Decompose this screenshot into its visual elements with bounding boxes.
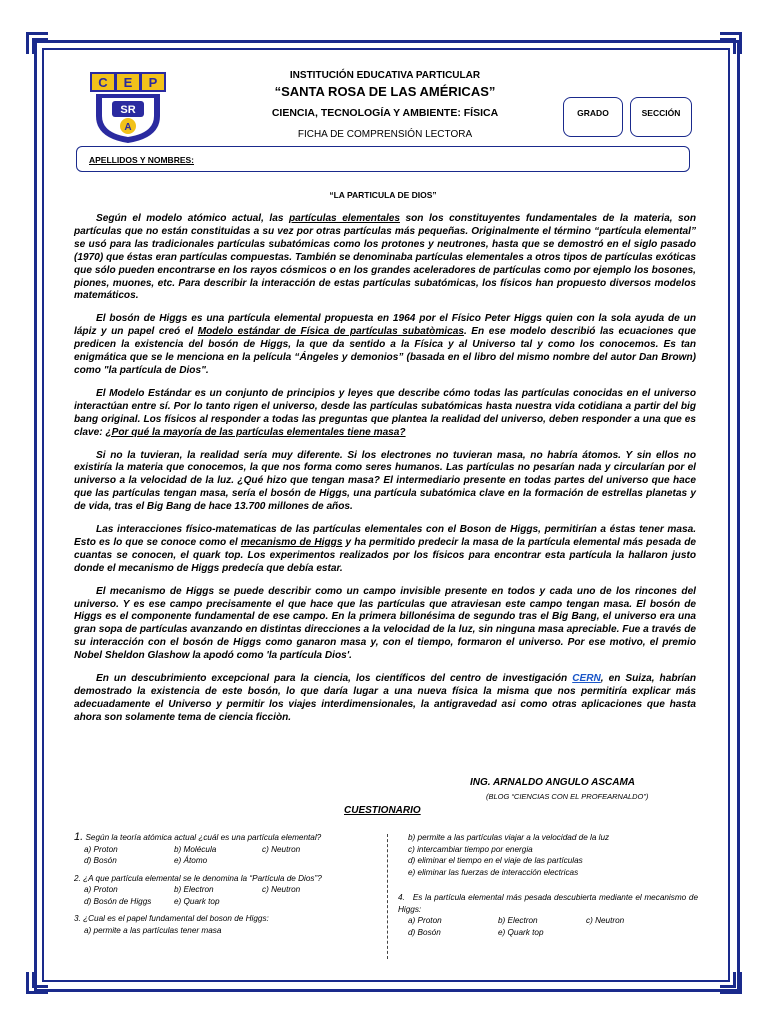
answer-option[interactable]: d) Bosón	[408, 927, 441, 937]
answer-option[interactable]: b) permite a las partículas viajar a la velocidad de la luz	[408, 833, 610, 842]
institution-type: INSTITUCIÓN EDUCATIVA PARTICULAR	[289, 70, 481, 81]
names-field[interactable]	[76, 146, 690, 172]
paragraph-text: y ha permitido predecir la masa de la partícula elemental más pesada de cuantas se conocen, el quark top. Los experimentos realizados por los físicos para encontrar esta partícula la hallaron justo donde el mecanismo de Higgs predecía que debía estar.	[74, 536, 696, 574]
school-logo-icon	[88, 68, 168, 144]
paragraph	[74, 213, 696, 303]
logo-letter: E	[123, 75, 133, 90]
question	[398, 892, 698, 915]
answer-option[interactable]: e) eliminar las fuerzas de interacción electricas	[408, 867, 579, 877]
paragraph-text: El mecanismo de Higgs se puede describir como un campo invisible presente en todos y cada uno de los rincones del universo. Y es ese campo precisamente el que hace que las partículas que atraviesan este campo tengan masa. El bosón de Higgs es el componente fundamental de ese campo. En la primera billonésima de segundo tras el Big Bang, el universo era una gran sopa de partículas avanzando en distintas direcciones a la velocidad de la luz, sin ninguna masa apreciable. Fue a través de su interacción con el bosón de Higgs como ganaron masa y, con el tiempo, formaron el universo. Por ese motivo, el premio Nobel Sheldon Glashow la apodó como 'la partícula Dios'.	[74, 585, 696, 662]
question	[74, 913, 379, 925]
answer-option[interactable]: c) Neutron	[586, 916, 625, 925]
answer-option[interactable]: b) Molécula	[174, 844, 217, 854]
answer-option[interactable]: c) Neutron	[262, 885, 301, 894]
underlined-term: ¿Por qué la mayoría de las partículas elementales tiene masa?	[105, 426, 406, 438]
answer-option[interactable]: e) Átomo	[174, 856, 208, 865]
answer-option[interactable]: c) intercambiar tiempo por energia	[408, 844, 533, 854]
answer-option[interactable]: a) Proton	[84, 885, 118, 894]
answer-row	[408, 927, 698, 939]
underlined-term: mecanismo de Higgs	[240, 536, 343, 548]
question-number: 4.	[398, 893, 413, 902]
author-blog: (BLOG “CIENCIAS CON EL PROFEARNALDO”)	[486, 792, 649, 801]
answer-option[interactable]: a) Proton	[84, 844, 118, 854]
answer-option[interactable]: e) Quark top	[174, 896, 220, 906]
corner-ornament	[26, 32, 48, 54]
logo-letter: C	[98, 75, 108, 90]
author-name: ING. ARNALDO ANGULO ASCAMA	[470, 777, 635, 788]
grade-label: GRADO	[577, 108, 609, 118]
paragraph-text: El bosón de Higgs es una partícula elemental propuesta en 1964 por el Físico Peter Higgs quien con la sola ayuda de un lápiz y un papel creó el	[74, 313, 696, 338]
answer-option[interactable]: b) Electron	[498, 916, 538, 925]
corner-ornament	[720, 32, 742, 54]
sheet-title: FICHA DE COMPRENSIÓN LECTORA	[297, 129, 473, 140]
question-number: 3.	[74, 914, 81, 923]
answer-option[interactable]: a) Proton	[408, 916, 442, 925]
course-name: CIENCIA, TECNOLOGÍA Y AMBIENTE: FÍSICA	[271, 107, 499, 119]
underlined-term: Modelo estándar de Física de partículas subatòmicas	[197, 326, 464, 338]
corner-ornament	[26, 972, 48, 994]
cern-link[interactable]: CERN	[572, 673, 601, 685]
paragraph-text: Si no la tuvieran, la realidad sería muy diferente. Si los electrones no tuvieran masa, no habría átomos. Y sin ellos no existiría la materia que conocemos, la que nos forma como seres humanos. Las partículas no pesarían nada y circularían por el universo a la velocidad de la luz. ¿Qué hizo que tengan masa? El intermediario presente en todas partes del universo que hace que las partículas tengan masa, sería el bosón de Higgs, una partícula subatómica clave en la formación de estrellas planetas y de vida, tras el Big Bang de hace 13.700 millones de años.	[74, 449, 696, 513]
question-text: ¿A que partícula elemental se le denomina la “Partícula de Dios”?	[80, 873, 322, 883]
answer-row	[84, 884, 379, 896]
column-divider	[387, 834, 388, 959]
svg-text:SR: SR	[120, 104, 136, 116]
reading-text	[74, 213, 696, 735]
answer-option[interactable]: d) Bosón de Higgs	[84, 896, 152, 906]
paragraph-text: Según el modelo atómico actual, las	[96, 213, 289, 224]
paragraph	[74, 524, 696, 576]
reading-title: “LA PARTICULA DE DIOS”	[329, 190, 437, 200]
paragraph	[74, 673, 696, 725]
paragraph	[74, 388, 696, 440]
paragraph-text: En un descubrimiento excepcional para la ciencia, los científicos del centro de investigación	[96, 673, 573, 685]
answer-option[interactable]: c) Neutron	[262, 844, 301, 854]
questions-left	[74, 832, 379, 942]
answer-row	[84, 925, 379, 937]
paragraph	[74, 450, 696, 515]
question-text: ¿Cual es el papel fundamental del boson de Higgs:	[80, 914, 269, 923]
paragraph-text: El Modelo Estándar es un conjunto de principios y leyes que describe cómo todas las partículas conocidas en el universo interactúan entre sí. Por lo tanto rigen el universo, desde las partículas subatómicas hasta nuestra vida cotidiana a partir del big bang original. Los físicos al responder a todas las preguntas que plantea la realidad del universo, deben responder a una que es clave:	[74, 387, 696, 438]
question-text: Según la teoría atómica actual ¿cuál es una partícula elemental?	[83, 833, 322, 842]
answer-option[interactable]: d) eliminar el tiempo en el viaje de las partículas	[408, 856, 583, 865]
question-number: 2.	[74, 873, 81, 883]
paragraph	[74, 586, 696, 663]
grade-field[interactable]	[563, 97, 623, 137]
question-text: Es la partícula elemental más pesada descubierta mediante el mecanismo de Higgs:	[398, 893, 698, 914]
paragraph-text: , en Suiza, habrían demostrado la existencia de este bosón, lo que daría lugar a una nueva física la misma que nos permitiría explicar más adecuadamente el Universo y permitir los viajes interdimensionales, la antigravedad asi como otras aplicaciones que hasta ahora son solamente tema de ciencia ficciòn.	[74, 673, 697, 723]
questionnaire-title: CUESTIONARIO	[344, 805, 421, 816]
answer-option[interactable]: e) Quark top	[498, 927, 544, 937]
answer-row	[84, 844, 379, 856]
answer-row	[84, 855, 379, 867]
underlined-term: partículas elementales	[288, 213, 400, 224]
paragraph	[74, 313, 696, 378]
answer-option[interactable]: d) Bosón	[84, 856, 117, 865]
questions-right	[398, 832, 698, 938]
institution-name: “SANTA ROSA DE LAS AMÉRICAS”	[274, 84, 496, 99]
question-number: 1.	[74, 831, 84, 843]
paragraph-text: Las interacciones físico-matematicas de las partículas elementales con el Boson de Higgs, permitirían a éstas tener masa. Esto es lo que se conoce como el	[74, 524, 696, 548]
answer-option[interactable]: b) Electron	[174, 885, 214, 894]
answer-row	[84, 896, 379, 908]
logo-letter: P	[148, 75, 158, 90]
question-4	[398, 892, 698, 938]
paragraph-text: son los constituyentes fundamentales de la materia, son partículas que no están constituidas a su vez por otras partículas más pequeñas. Originalmente el término “partícula elemental” se usó para las tradicionales partículas subatómicas como los protones y neutrones, hasta que se demostró en el siglo pasado (1970) que éstas eran partículas compuestas. También se denominaba partículas elementales a otros tipos de partículas exóticas que sólo pueden encontrarse en los rayos cósmicos o en los grandes aceleradores de partículas como por ejemplo los bosones, piones, muones, etc. Para describir la interacción de estas partículas subatómicas, los físicos han propuesto diversos modelos matemáticos.	[74, 213, 696, 302]
section-field[interactable]	[630, 97, 692, 137]
section-label: SECCIÓN	[641, 108, 681, 118]
answer-option[interactable]: a) permite a las partículas tener masa	[84, 925, 222, 935]
question	[74, 832, 379, 844]
names-label: APELLIDOS Y NOMBRES:	[89, 155, 195, 165]
question	[74, 873, 379, 885]
svg-text:A: A	[124, 122, 132, 133]
corner-ornament	[720, 972, 742, 994]
answer-row	[408, 915, 698, 927]
paragraph-text: . En ese modelo describió las ecuaciones que predicen la existencia del bosón de Higgs, la que da sentido a la Física y al Universo tal y como los conocemos. Es tan enigmática que se le menciona en la película “Ángeles y demonios” (basada en el libro del mismo nombre del autor Dan Brown) como "la partícula de Dios".	[74, 326, 697, 376]
